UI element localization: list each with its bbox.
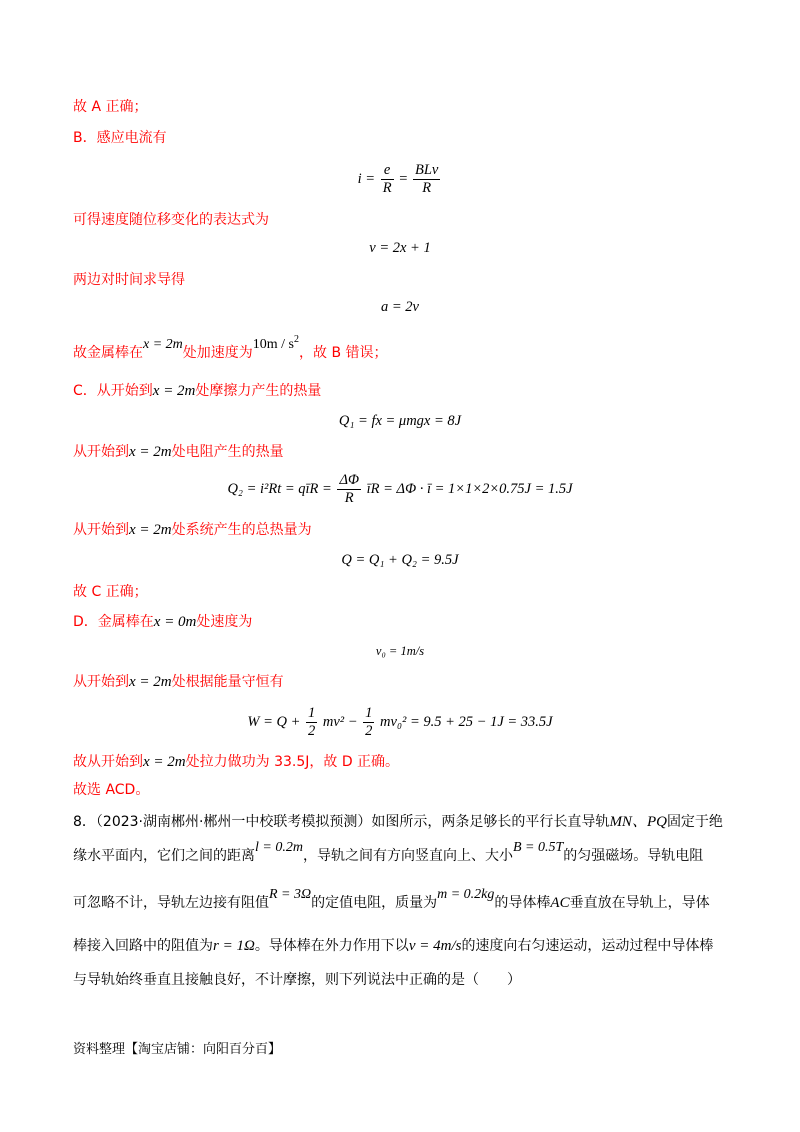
solution-line-a-correct: 故 A 正确； [73,99,148,115]
solution-line-c-total: 从开始到x = 2m处系统产生的总热量为 [73,522,312,538]
problem-8-line-4: 棒接入回路中的阻值为r = 1Ω。导体棒在外力作用下以v = 4m/s的速度向右匀速运动，运动过程中导体棒 [73,938,714,954]
equation-acceleration: a = 2v [381,299,419,315]
problem-8-line-5: 与导轨始终垂直且接触良好，不计摩擦，则下列说法中正确的是（ ） [73,972,521,988]
solution-line-derivative: 两边对时间求导得 [73,272,185,288]
equation-q1: Q₁ = fx = μmgx = 8J [338,413,462,429]
problem-8-line-3: 可忽略不计，导轨左边接有阻值R = 3Ω的定值电阻，质量为m = 0.2kg的导体棒AC垂直放在导轨上，导体 [73,887,710,911]
solution-line-b-conclusion: 故金属棒在x = 2m处加速度为$10m / s^2$，故 B 错误； [73,334,388,361]
solution-line-d-energy: 从开始到x = 2m处根据能量守恒有 [73,674,284,690]
problem-8-line-2: 缘水平面内，它们之间的距离l = 0.2m，导轨之间有方向竖直向上、大小B = 0.5T的匀强磁场。导轨电阻 [73,840,704,864]
equation-v0: v₀ = 1m/s [375,644,425,658]
solution-line-c-friction: C．从开始到x = 2m处摩擦力产生的热量 [73,383,322,399]
equation-velocity: v = 2x + 1 [369,240,431,256]
equation-q-total: Q = Q₁ + Q₂ = 9.5J [341,552,459,568]
solution-line-d-conclusion: 故从开始到x = 2m处拉力做功为 33.5J，故 D 正确。 [73,754,400,770]
solution-line-d-intro: D．金属棒在x = 0m处速度为 [73,614,253,630]
solution-line-answer: 故选 ACD。 [73,782,150,798]
equation-current: i = $\frac{e}{R}$ = $\frac{\text{BLv}}{R}$ [357,162,439,196]
solution-line-b-intro: B．感应电流有 [73,130,167,146]
equation-work: W = Q + $\frac{1}{2}$ mv² − $\frac{1}{2}$ mv₀² = 9.5 + 25 − 1J = 33.5J [247,705,553,739]
footer-source: 资料整理【淘宝店铺：向阳百分百】 [73,1042,282,1057]
solution-line-c-correct: 故 C 正确； [73,584,148,600]
solution-line-velocity-expr: 可得速度随位移变化的表达式为 [73,212,269,228]
problem-8-line-1: 8．（2023·湖南郴州·郴州一中校联考模拟预测）如图所示，两条足够长的平行长直导轨MN、PQ固定于绝 [73,814,723,830]
equation-q2: Q₂ = i²Rt = qīR = $\frac{\Delta\Phi}{R}$ īR = ΔΦ · ī = 1×1×2×0.75J = 1.5J [227,472,573,506]
solution-line-c-resistor: 从开始到x = 2m处电阻产生的热量 [73,444,284,460]
